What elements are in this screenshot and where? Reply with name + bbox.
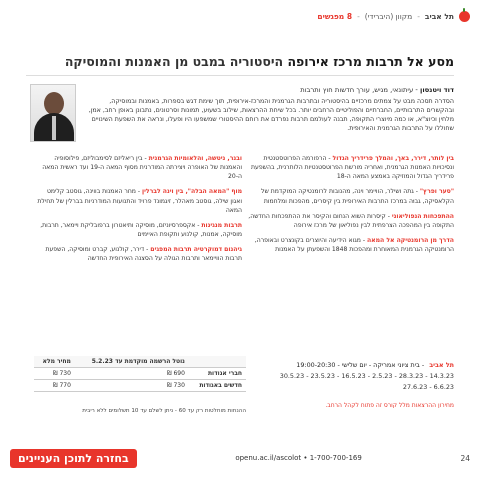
page-header [10, 6, 470, 26]
lecturer-name: דוד ויטנסון [419, 86, 454, 94]
lecturer-role: - עיתונאי, מגיש, עורך חדשות חוץ ותרבות [300, 86, 420, 94]
lecturer-photo [30, 84, 76, 142]
lecturer-block [80, 86, 454, 133]
header-breadcrumb [317, 11, 470, 22]
topic-item [34, 221, 242, 239]
topic-title: ההתפכחות הנפוליאוני [391, 212, 454, 220]
page-title [65, 54, 454, 69]
topics-column-left [34, 154, 242, 269]
table-header-cell: מחיר מלא [34, 356, 75, 368]
topic-item [246, 154, 454, 181]
topic-item [34, 154, 242, 181]
page-number: 24 [460, 453, 470, 463]
schedule-dates: 14.3.23 - 28.3.23 - 2.5.23 - 16.5.23 - 23.5.23 - 30.5.23 [279, 371, 454, 380]
header-separator: - [417, 11, 420, 21]
schedule-note: מחירון ההרצאות מלל קורס זה פתוח לקהל הרחב. [325, 402, 454, 409]
topic-title: מוף "המאה הבלה", בין וינה לברלין [142, 188, 242, 196]
topic-title: תרבות מנגינות [201, 221, 242, 229]
header-category: 8 מפגשים [317, 11, 353, 21]
topic-item [34, 187, 242, 214]
person-tie-shape [52, 116, 56, 140]
table-cell: 730 ₪ [34, 368, 75, 380]
table-cell: 730 ₪ [75, 380, 189, 392]
schedule-heading [246, 360, 454, 371]
topic-body: - מחר האמנות בווינה, גוסטב קלימט ואגון שילה, גוסטב מאהלר, זיגמונד פרויד והתנועות המודרניות בברלין של תחילת המאה [37, 188, 242, 214]
schedule-block [246, 360, 454, 393]
topic-body: - גתה ושילר, הוויימר וינה, מהנובות לרומנטיקה המוקדמת של הקלאסיקה, גבוּה במרכז התרבות האירופית בין קיסרים, מהפכות ומלחמות [261, 188, 454, 205]
topic-title: הדרך מן הרומנטיקה אל המאה [366, 236, 454, 244]
apple-logo-icon [459, 11, 470, 22]
topic-body: - מגוא הידיעה והיוצרים בקונצרט ובאופרה, הרומנטיקה הגרמנית המאוחרת ומהפכות 1848 והשפעתן על האמנות [254, 236, 454, 254]
header-institution: מקוון (היברידי) [364, 11, 413, 21]
topic-body: - אקספרסיוניזם, מוסיקה ותיאטרון ברפובליקת ויימאר, תרבות, מוסיקה, אמנות, קולנוע ותקופת האיימים [40, 221, 242, 238]
topic-body: - בין ריאליזם לסימבוליזם, פילוסופיה והאמנות של האופרה ויצירתה המודרנית מסוף המאה ה-19 ועד ראשית המאה ה-20 [42, 155, 242, 181]
topic-title: בין לותר, דירר, באך, והמלך פרידריך הגדול [332, 155, 454, 162]
table-row [34, 380, 246, 392]
person-head-shape [44, 92, 64, 115]
topic-body: - קיסרות השוא הנחום והקיסר את ההתפכחות החדשה, התקופה בין המהפכה הצרפתית לבין נפוליאון של מרכז אירופה [248, 212, 454, 229]
lecturer-heading [80, 86, 454, 96]
topic-item [246, 187, 454, 205]
table-cell: 690 ₪ [75, 368, 189, 380]
topic-body: - דירר, קולנוע, קברט ומוסיקה, השפעת תרבות הוויימאר ותרבות הגולה על הסצנה האירופית החדשה [45, 246, 242, 263]
back-to-toc-button[interactable]: בחזרה לתוכן העניינים [10, 449, 137, 468]
topic-item [246, 236, 454, 254]
header-city: תל אביב [424, 11, 454, 21]
topic-item [246, 212, 454, 230]
table-header-cell: נוטל הרשמה מוקדמת עד 5.2.23 [75, 356, 189, 368]
table-row [34, 368, 246, 380]
schedule-venue-time: - בית ציוני אמריקה - יום שלישי - 19:00-20:30 [296, 361, 425, 369]
page-footer [10, 447, 470, 469]
divider [26, 75, 454, 76]
price-table [34, 356, 246, 392]
topics-column-right [246, 154, 454, 260]
title-lead: מסע אל תרבות מרכז אירופה [287, 54, 454, 69]
table-cell: חברי אגודות [189, 368, 246, 380]
table-cell: חדשים באגודות [189, 380, 246, 392]
schedule-dates: 6.6.23 - 27.6.23 [402, 382, 454, 391]
title-rest: היסטוריה במבט מן האמנות והמוסיקה [64, 54, 288, 69]
price-note: ההנחות מוחלטות רק עד 60 - ניתן לשלם עד 10 תשלומים ללא ריבית [82, 408, 246, 414]
table-header-cell [189, 356, 246, 368]
topic-body: - הרפורמה הפרוטסטנטית ונסיכויות האמנות הגרמנית, ואחריה מורשת הפרוטסטנטיות הלותרנית, בהשפעת פרידריך הגדול והמוזיקה באמצע המאה ה-18 [251, 155, 454, 181]
topic-item [34, 245, 242, 263]
topic-title: גיהנום דמוקרטיה תרבות המפגים [150, 246, 242, 254]
table-header-row [34, 356, 246, 368]
header-separator: - [357, 11, 360, 21]
schedule-city: תל אביב [429, 361, 454, 369]
table-cell: 770 ₪ [34, 380, 75, 392]
topic-title: "סער ופרץ" [419, 188, 454, 196]
topic-title: ובנר, ניטשה, והלאומיות הגרמנית [148, 155, 242, 162]
footer-contact: openu.ac.il/ascolot • 1-700-700-169 [235, 454, 362, 462]
lecturer-bio: הסדרה תסכה מבט על צמתים מרכזיים בהיסטוריה ובתרבות הגרמנית והמרכז-אירופית, תוך שימת דגש בספרות, באמנות ובמוסיקה, ובהקשרים התרבותיים, החברתיים והפוליטיים הרחבים יותר. בכל שיחת ההרצאות, שילוב בשעוּע, תמונות וסרטונים, נתבונן באופן רחב, אמן, מלחין וכיוצ"א, או כמה מיוצרי התקופה, תבנה לעולמם תרבות נפרדם את רוחם ההיסטורי שמשפעו היו ופעלו, ונראה את השפעת השינויים שחוללו על התרבות הגרמנית והאירופית. [88, 97, 454, 133]
